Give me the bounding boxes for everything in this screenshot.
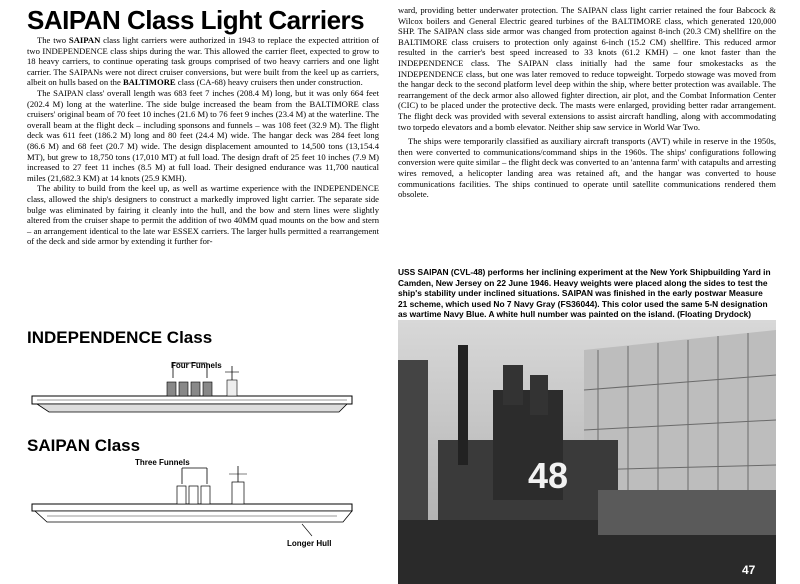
- four-funnels-label: Four Funnels: [171, 361, 222, 370]
- left-text-column: [27, 35, 379, 247]
- design-paragraph: The ability to build from the keel up, as well as wartime experience with the INDEPENDENCE class, allowed the ship's designers to construct a markedly improved light carrier. The separate side bulge was eliminated by fairing it cleanly into the hull, and the bow and stern lines were slightly altered from the cruiser shape to permit the addition of two 40MM quad mounts on the bow and stern – an arrangement identical to the late war ESSEX carriers. The larger hulls permitted a rearrangement of the deck and side armor by extending it further for-: [27, 183, 379, 247]
- text-run: The two: [37, 35, 69, 45]
- saipan-photo: [398, 320, 776, 584]
- right-text-column: [398, 5, 776, 200]
- armor-paragraph: ward, providing better underwater protection. The SAIPAN class light carrier retained the four Babcock & Wilcox boilers and General Electric geared turbines of the BALTIMORE class, which generated 120,000 SHP. The SAIPAN class side armor was changed from protection against 8-inch (20.3 CM) shellfire on the BALTIMORE class cruisers to protection only against 6-inch (15.2 CM) shellfire. This reduced armor resulted in the carrier's best speed increased to 33 knots (61.2 KMH) – one knot faster than the INDEPENDENCE class. The SAIPAN class initially had the same four smokestacks as the INDEPENDENCE class, but one was later removed to reduce topweight. Torpedo stowage was moved from the hangar deck to the second platform level deep within the ship, where better protection was available. The rearrangement of the deck armor also allowed fighter direction, air plot, and the Combat Information Center (CIC) to be placed under the protective deck. The masts were enlarged, providing better radar arrangement. The flight deck was provided with several extensions to assist aircraft handling, along with accommodating two torpedo elevators and a bomb elevator. Neither ship saw service in World War Two.: [398, 5, 776, 132]
- intro-paragraph: [27, 35, 379, 88]
- independence-class-heading: INDEPENDENCE Class: [27, 328, 213, 347]
- hull-number: 48: [528, 455, 569, 496]
- page-title: SAIPAN Class Light Carriers: [27, 5, 365, 35]
- service-paragraph: The ships were temporarily classified as auxiliary aircraft transports (AVT) while in reserve in the 1950s, then were converted to communications/command ships in the 1960s. The ships' configurations following conversion were quite similar – the flight deck was converted to an 'antenna farm' with catapults and arresting wires removed, a helicopter landing area was retained aft, and the hangar was converted to house communications facilities. The ships continued to operate until satellite communications rendered them obsolete.: [398, 136, 776, 200]
- saipan-class-profile-drawing: [27, 466, 367, 538]
- text-run: class (CA-68) heavy cruisers then under construction.: [175, 77, 363, 88]
- photo-caption: USS SAIPAN (CVL-48) performs her inclining experiment at the New York Shipbuilding Yard in Camden, New Jersey on 22 June 1946. Heavy weights were placed along the sides to test the ship's stability under inclined situations. SAIPAN was finished in the early postwar Measure 21 scheme, which used No 7 Navy Gray (FS36044). This color used the same 5-N designation as wartime Navy Blue. A white hull number was painted on the island. (Floating Drydock): [398, 267, 771, 320]
- page-number: 47: [742, 563, 756, 577]
- longer-hull-label: Longer Hull: [287, 539, 332, 548]
- saipan-class-heading: SAIPAN Class: [27, 436, 141, 455]
- independence-class-profile-drawing: [27, 358, 367, 418]
- dimensions-paragraph: The SAIPAN class' overall length was 683 feet 7 inches (208.4 M) long, but it was only 664 feet (202.4 M) long at the waterline. The side bulge increased the beam from the BALTIMORE class cruisers' original beam of 70 feet 10 inches (21.6 M) to 76 feet 9 inches (23.4 M) at the waterline. The overall beam at the flight deck – including sponsons and funnels – was 108 feet (32.9 M). The flight deck was 611 feet (186.2 M) long and 80 feet (24.4 M) wide. The hangar deck was 284 feet long (86.6 M) and 68 feet (20.7 M) wide. The design displacement amounted to 14,500 tons (13,154.4 MT), but grew to 18,750 tons (17,010 MT) at full load. The design draft of 25 feet 10 inches (7.9 M) increased to 27 feet 11 inches (8.5 M) at full load. Their designed endurance was 11,700 nautical miles (21,682.3 KM) at 14 knots (25.9 KMH).: [27, 87, 379, 183]
- text-run-bold: BALTIMORE: [122, 77, 176, 88]
- three-funnels-label: Three Funnels: [135, 458, 190, 467]
- text-run-bold: SAIPAN: [68, 35, 101, 45]
- text-run: class light carriers were authorized in 1943 to replace the expected attrition of two INDEPENDENCE class ships during the war. This allowed the carrier fleet, expected to grow to 18 heavy carriers, to continue operating task groups comprised of two heavy carriers and one light carrier. The SAIPANs were not direct cruiser conversions, but were built from the keel up as carriers, albeit on hulls based on the: [27, 35, 379, 88]
